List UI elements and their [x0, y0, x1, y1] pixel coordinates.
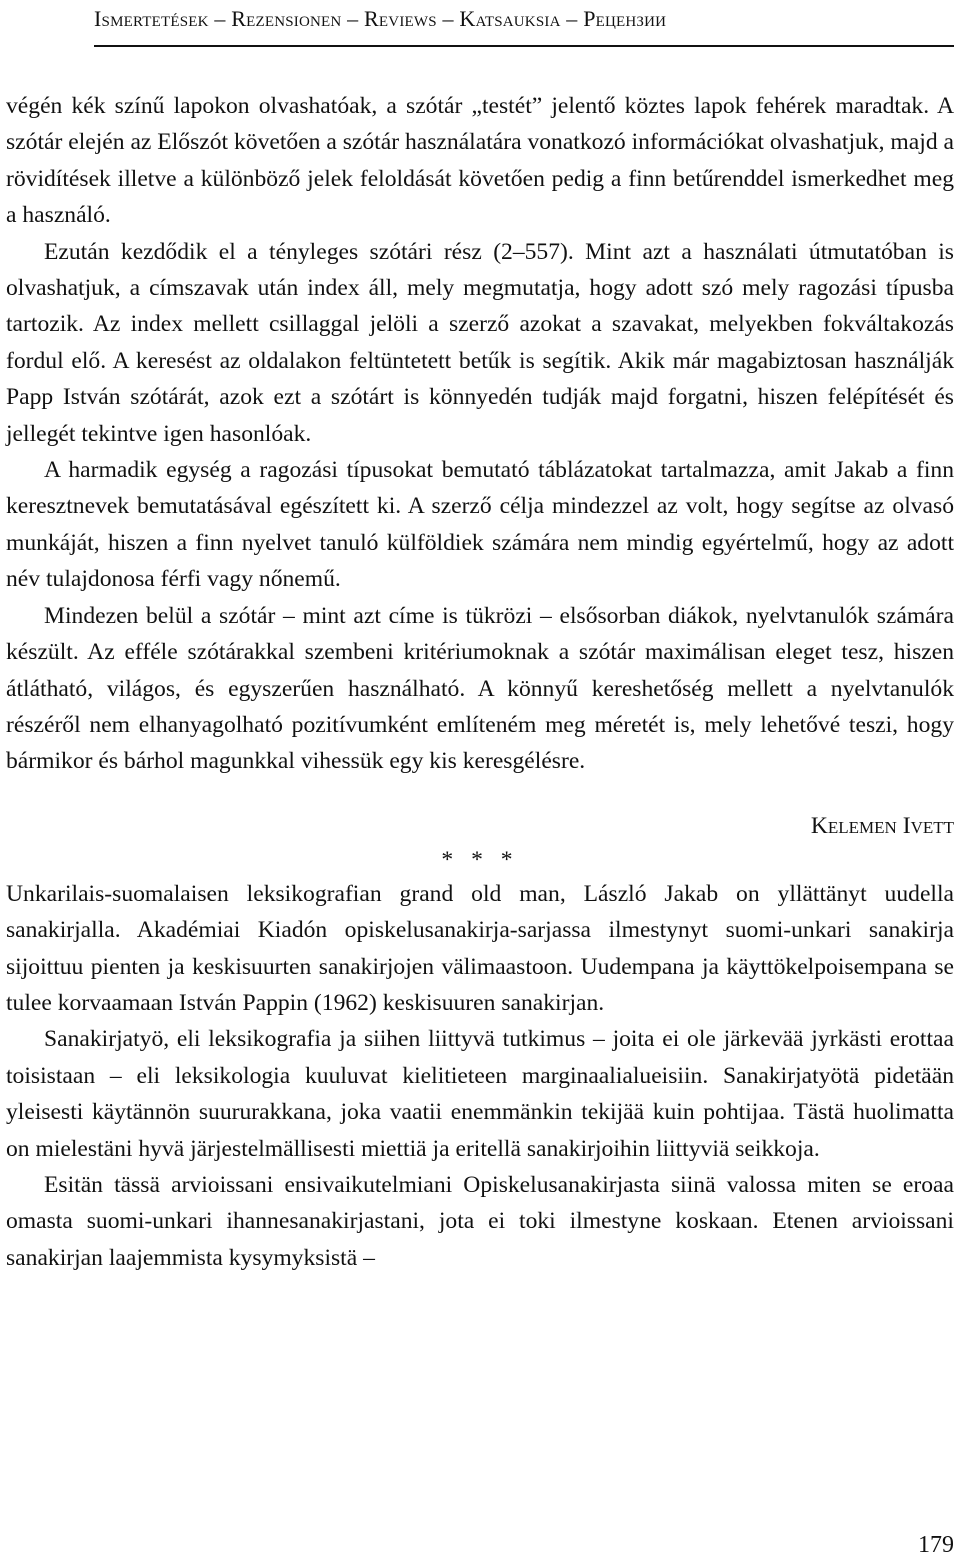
paragraph-fi: Unkarilais-suomalaisen leksikografian grand old man, László Jakab on yllättänyt uudella sanakirjalla. Akadémiai Kiadón opiskelusanakirja-sarjassa ilmestynyt suomi-unkari sanakirja sijoittuu pienten ja keskisuurten sanakirjojen välimaastoon. Uudempana ja käyttökelpoisempana se tulee korvaamaan István Pappin (1962) keskisuuren sanakirjan. [6, 880, 954, 1016]
paragraph-fi: Sanakirjatyö, eli leksikografia ja siihen liittyvä tutkimus – joita ei ole järkevää jyrkästi erottaa toisistaan – eli leksikologia kuuluvat kielitieteen marginaalialueisiin. Sanakirjatyötä pidetään yleisesti käytännön suururakkana, joka vaatii enemmänkin tekijää kuin pohtijaa. Tästä huolimatta on mielestäni hyvä järjestelmällisesti miettiä ja eritellä sanakirjoihin liittyviä seikkoja. [6, 1026, 954, 1162]
header-rule [94, 45, 954, 47]
author-signature: Kelemen Ivett [810, 812, 954, 839]
paragraph: A harmadik egység a ragozási típusokat bemutató táblázatokat tartalmazza, amit Jakab a finn keresztnevek bemutatásával egészített ki. A szerző célja mindezzel az volt, hogy segítse az olvasó munkáját, hiszen a finn nyelvet tanuló külföldiek számára nem mindig egyértelmű, hogy az adott név tulajdonosa férfi vagy nőnemű. [6, 457, 954, 593]
section-separator: * * * [441, 846, 519, 873]
article-body [6, 88, 954, 1276]
paragraph: Ezután kezdődik el a tényleges szótári rész (2–557). Mint azt a használati útmutatóban is olvashatjuk, a címszavak után index áll, mely megmutatja, hogy adott szó mely ragozási típusba tartozik. Az index mellett csillaggal jelöli a szerző azokat a szavakat, melyekben fokváltakozás fordul elő. A keresést az oldalakon feltüntetett betűk is segítik. Akik már magabiztosan használják Papp István szótárát, azok ezt a szótárt is könnyedén tudják majd forgatni, hiszen felépítését és jellegét tekintve igen hasonlóak. [6, 238, 954, 447]
paragraph: végén kék színű lapokon olvashatóak, a szótár „testét” jelentő köztes lapok fehérek maradtak. A szótár elején az Előszót követően a szótár használatára vonatkozó információkat olvashatjuk, majd a rövidítések illetve a különböző jelek feloldását követően pedig a finn betűrenddel ismerkedhet meg a használó. [6, 93, 954, 229]
paragraph: Mindezen belül a szótár – mint azt címe is tükrözi – elsősorban diákok, nyelvtanulók számára készült. Az efféle szótárakkal szembeni kritériumoknak a szótár maximálisan eleget tesz, hiszen átlátható, világos, és egyszerűen használható. A könnyű kereshetőség mellett a nyelvtanulók részéről nem elhanyagolható pozitívumként említeném meg méretét is, mely lehetővé teszi, hogy bármikor és bárhol magunkkal vihessük egy kis keresgélésre. [6, 602, 954, 775]
page-number: 179 [918, 1532, 954, 1558]
paragraph-fi: Esitän tässä arvioissani ensivaikutelmiani Opiskelusanakirjasta siinä valossa miten se eroaa omasta suomi-unkari ihannesanakirjastani, jota ei toki ilmestyne koskaan. Etenen arvioissani sanakirjan laajemmista kysymyksistä – [6, 1171, 954, 1271]
running-header: Ismertetések – Rezensionen – Reviews – Katsauksia – Рецензии [94, 6, 667, 31]
